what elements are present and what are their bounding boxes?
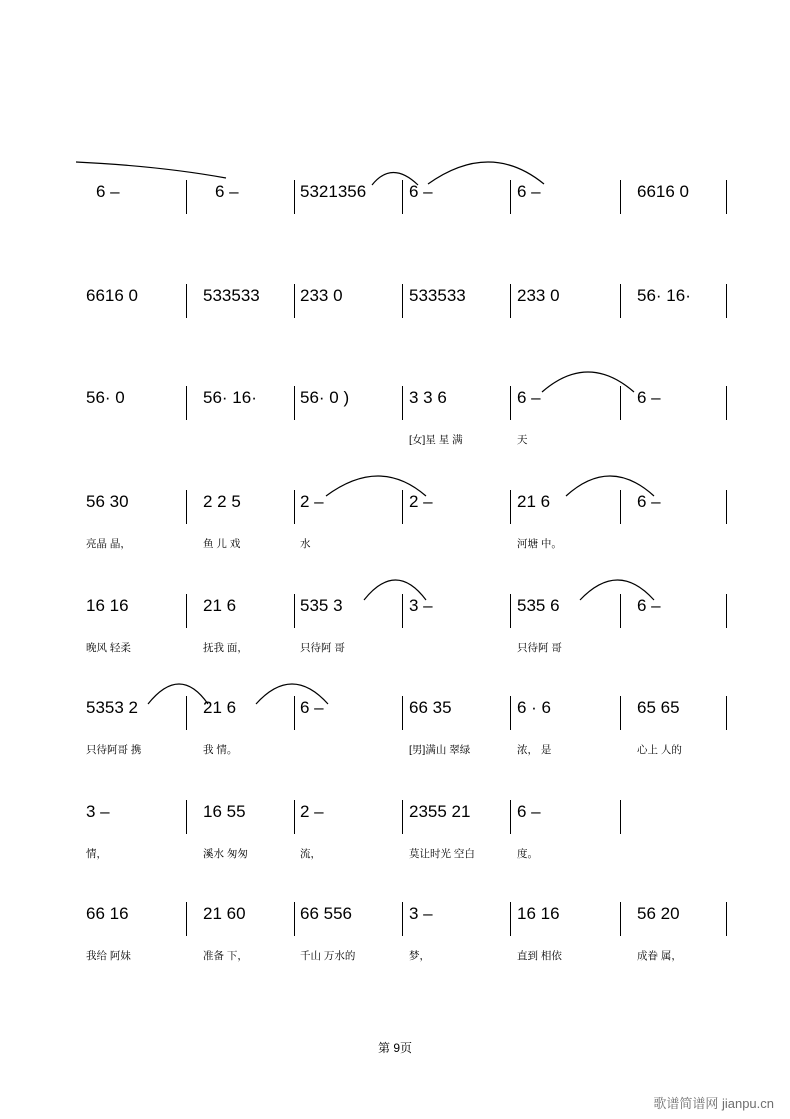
bar-line: [726, 696, 727, 730]
bar-line: [294, 386, 295, 420]
measure-cell: 6 –: [517, 388, 541, 407]
lyric-text: [女]星 星 满: [409, 434, 463, 446]
bar-line: [726, 180, 727, 214]
bar-line: [402, 386, 403, 420]
lyric-text: 成眷 属，: [637, 950, 682, 962]
lyric-text: 流，: [300, 848, 321, 860]
bar-line: [294, 696, 295, 730]
measure-cell: 535 3: [300, 596, 343, 615]
bar-line: [186, 386, 187, 420]
lyric-text: 只待阿 哥: [517, 642, 562, 654]
lyric-text: 直到 相依: [517, 950, 562, 962]
bar-line: [186, 696, 187, 730]
bar-line: [620, 594, 621, 628]
bar-line: [402, 490, 403, 524]
lyric-text: 河塘 中。: [517, 538, 562, 550]
measure-cell: 6 –: [637, 492, 661, 511]
lyric-text: 我给 阿妹: [86, 950, 131, 962]
measure-cell: 5353 2: [86, 698, 138, 717]
lyric-text: 抚我 面，: [203, 642, 248, 654]
bar-line: [186, 284, 187, 318]
bar-line: [510, 902, 511, 936]
bar-line: [294, 180, 295, 214]
measure-cell: 16 16: [86, 596, 129, 615]
lyric-text: 准备 下，: [203, 950, 248, 962]
lyric-text: [男]满山 翠绿: [409, 744, 471, 756]
bar-line: [620, 696, 621, 730]
bar-line: [294, 902, 295, 936]
lyric-text: 心上 人的: [637, 744, 682, 756]
bar-line: [294, 800, 295, 834]
lyric-text: 莫让时光 空白: [409, 848, 475, 860]
measure-cell: 2 –: [300, 492, 324, 511]
measure-cell: 6 –: [300, 698, 324, 717]
lyric-text: 晚风 轻柔: [86, 642, 131, 654]
bar-line: [510, 800, 511, 834]
bar-line: [620, 902, 621, 936]
bar-line: [510, 594, 511, 628]
bar-line: [402, 284, 403, 318]
lyric-text: 度。: [517, 848, 538, 860]
bar-line: [620, 180, 621, 214]
measure-cell: 56 30: [86, 492, 129, 511]
lyric-text: 浓， 是: [517, 744, 552, 756]
lyric-text: 亮晶 晶，: [86, 538, 131, 550]
bar-line: [186, 800, 187, 834]
measure-cell: 21 6: [517, 492, 551, 511]
measure-cell: 2 –: [409, 492, 433, 511]
measure-cell: 3 –: [409, 596, 433, 615]
measure-cell: 56· 16·: [203, 388, 257, 407]
measure-cell: 21 60: [203, 904, 246, 923]
lyric-text: 只待阿哥 携: [86, 744, 142, 756]
bar-line: [402, 180, 403, 214]
bar-line: [294, 284, 295, 318]
lyric-text: 溪水 匆匆: [203, 848, 248, 860]
bar-line: [726, 594, 727, 628]
measure-cell: 6 –: [96, 182, 120, 201]
bar-line: [402, 800, 403, 834]
measure-cell: 5321356: [300, 182, 367, 201]
bar-line: [726, 284, 727, 318]
bar-line: [402, 902, 403, 936]
measure-cell: 65 65: [637, 698, 680, 717]
bar-line: [726, 386, 727, 420]
measure-cell: 56· 0: [86, 388, 125, 407]
bar-line: [620, 490, 621, 524]
measure-cell: 6 · 6: [517, 698, 552, 717]
bar-line: [186, 180, 187, 214]
bar-line: [402, 696, 403, 730]
measure-cell: 533533: [409, 286, 466, 305]
measure-cell: 2 –: [300, 802, 324, 821]
lyric-text: 梦，: [409, 950, 430, 962]
measure-cell: 2 2 5: [203, 492, 241, 511]
measure-cell: 66 556: [300, 904, 352, 923]
measure-cell: 6616 0: [637, 182, 689, 201]
lyric-text: 我 情。: [203, 744, 238, 756]
bar-line: [510, 284, 511, 318]
bar-line: [620, 284, 621, 318]
measure-cell: 21 6: [203, 596, 237, 615]
bar-line: [620, 800, 621, 834]
bar-line: [510, 386, 511, 420]
measure-cell: 233 0: [517, 286, 560, 305]
watermark: 歌谱简谱网 jianpu.cn: [653, 1096, 774, 1111]
measure-cell: 3 –: [409, 904, 433, 923]
measure-cell: 56· 0 ): [300, 388, 350, 407]
measure-cell: 16 55: [203, 802, 246, 821]
bar-line: [620, 386, 621, 420]
bar-line: [186, 490, 187, 524]
measure-cell: 535 6: [517, 596, 560, 615]
lyric-text: 鱼 儿 戏: [203, 538, 241, 550]
measure-cell: 6 –: [215, 182, 239, 201]
lyric-text: 情，: [86, 848, 107, 860]
bar-line: [726, 490, 727, 524]
measure-cell: 6 –: [637, 388, 661, 407]
measure-cell: 6 –: [517, 802, 541, 821]
measure-cell: 21 6: [203, 698, 237, 717]
measure-cell: 3 3 6: [409, 388, 447, 407]
bar-line: [294, 594, 295, 628]
measure-cell: 6 –: [637, 596, 661, 615]
measure-cell: 16 16: [517, 904, 560, 923]
bar-line: [726, 902, 727, 936]
measure-cell: 2355 21: [409, 802, 471, 821]
bar-line: [510, 180, 511, 214]
measure-cell: 233 0: [300, 286, 343, 305]
measure-cell: 533533: [203, 286, 260, 305]
measure-cell: 56· 16·: [637, 286, 691, 305]
lyric-text: 天: [517, 434, 528, 446]
measure-cell: 3 –: [86, 802, 110, 821]
bar-line: [402, 594, 403, 628]
lyric-text: 只待阿 哥: [300, 642, 345, 654]
bar-line: [186, 594, 187, 628]
bar-line: [510, 490, 511, 524]
page-number: 第 9页: [377, 1041, 412, 1055]
lyric-text: 千山 万水的: [300, 950, 356, 962]
measure-cell: 6 –: [517, 182, 541, 201]
measure-cell: 66 16: [86, 904, 129, 923]
bar-line: [294, 490, 295, 524]
lyric-text: 水: [300, 538, 311, 550]
measure-cell: 6 –: [409, 182, 433, 201]
measure-cell: 66 35: [409, 698, 452, 717]
measure-cell: 56 20: [637, 904, 680, 923]
measure-cell: 6616 0: [86, 286, 138, 305]
bar-line: [186, 902, 187, 936]
bar-line: [510, 696, 511, 730]
